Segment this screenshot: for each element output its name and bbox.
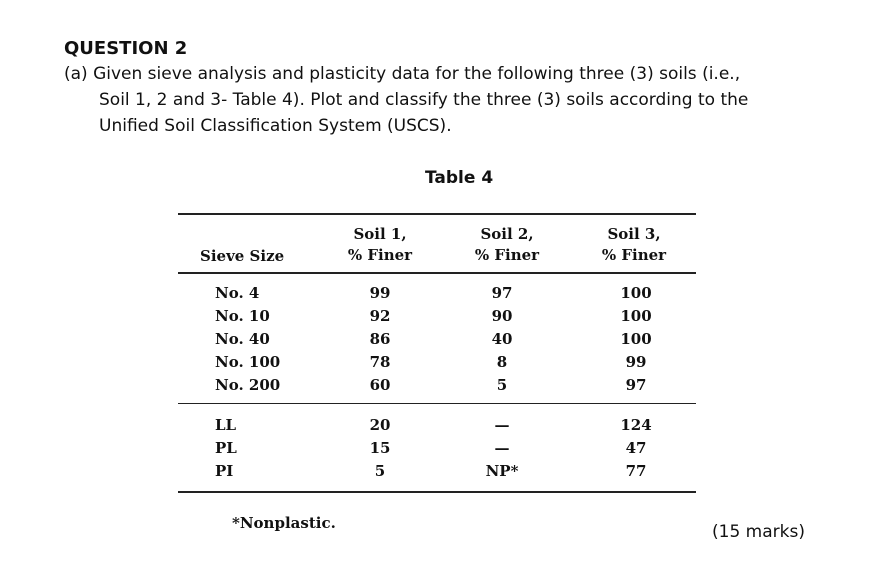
- soil-1-value: 92: [369, 307, 391, 325]
- header-soil-2-name: Soil 2,: [480, 225, 534, 243]
- soil-2-value: 97: [491, 284, 513, 302]
- soil-2-value: 40: [491, 330, 513, 348]
- soil-1-value: 5: [374, 462, 386, 480]
- soil-1-value: 60: [369, 376, 391, 394]
- header-soil-3-name: Soil 3,: [607, 225, 661, 243]
- soil-2-value: NP*: [485, 462, 519, 480]
- soil-3-value: 47: [625, 439, 647, 457]
- soil-3-value: 100: [620, 307, 652, 325]
- header-soil-1-name: Soil 1,: [353, 225, 407, 243]
- soil-2-value: —: [494, 416, 510, 434]
- soil-3-value: 99: [625, 353, 647, 371]
- soil-2-value: 5: [496, 376, 508, 394]
- question-text-line-3: Unified Soil Classification System (USCS).: [99, 116, 452, 136]
- table-caption: Table 4: [425, 168, 494, 188]
- question-text-line-1: (a) Given sieve analysis and plasticity data for the following three (3) soils (i.e.,: [64, 64, 741, 84]
- header-soil-1-unit: % Finer: [347, 246, 413, 264]
- plasticity-label: PL: [215, 439, 237, 457]
- soil-2-value: 8: [496, 353, 508, 371]
- sieve-label: No. 10: [215, 307, 270, 325]
- header-soil-3: [594, 224, 674, 266]
- table-footnote: *Nonplastic.: [232, 514, 336, 532]
- marks-label: (15 marks): [712, 522, 805, 542]
- sieve-label: No. 200: [215, 376, 281, 394]
- sieve-label: No. 4: [215, 284, 260, 302]
- soil-3-value: 97: [625, 376, 647, 394]
- soil-1-value: 99: [369, 284, 391, 302]
- soil-1-value: 20: [369, 416, 391, 434]
- plasticity-label: PI: [215, 462, 234, 480]
- soil-1-value: 86: [369, 330, 391, 348]
- soil-3-value: 100: [620, 330, 652, 348]
- sieve-label: No. 40: [215, 330, 270, 348]
- sieve-label: No. 100: [215, 353, 281, 371]
- header-soil-3-unit: % Finer: [601, 246, 667, 264]
- header-soil-1: [340, 224, 420, 266]
- header-soil-2-unit: % Finer: [474, 246, 540, 264]
- header-soil-2: [467, 224, 547, 266]
- header-sieve-size: Sieve Size: [200, 247, 285, 265]
- soil-1-value: 15: [369, 439, 391, 457]
- soil-3-value: 100: [620, 284, 652, 302]
- soil-3-value: 77: [625, 462, 647, 480]
- soil-3-value: 124: [620, 416, 652, 434]
- question-title: QUESTION 2: [64, 38, 188, 59]
- question-text-line-2: Soil 1, 2 and 3- Table 4). Plot and classify the three (3) soils according to the: [99, 90, 749, 110]
- soil-1-value: 78: [369, 353, 391, 371]
- soil-2-value: —: [494, 439, 510, 457]
- soil-2-value: 90: [491, 307, 513, 325]
- plasticity-label: LL: [215, 416, 237, 434]
